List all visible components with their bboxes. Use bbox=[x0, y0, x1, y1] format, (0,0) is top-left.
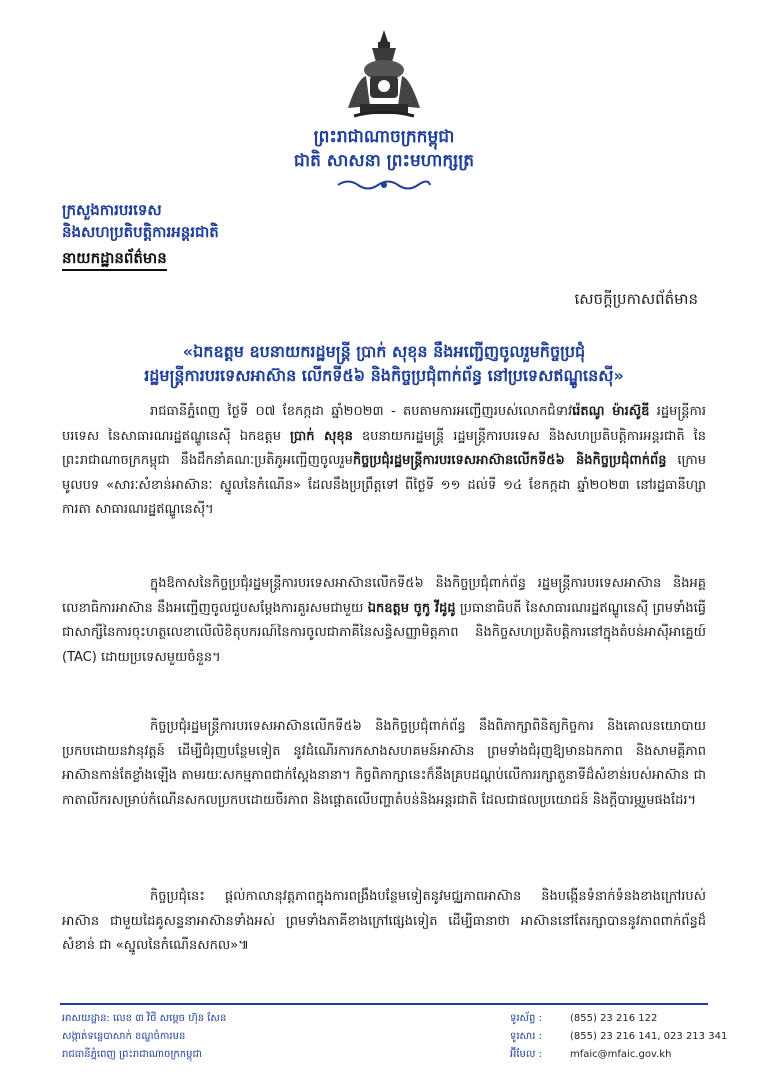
p1-name-marsudi: រ៉េតណូ ម៉ារស៊ូឌី bbox=[572, 404, 650, 419]
phone-label: ទូរស័ព្ទ : bbox=[510, 1013, 542, 1024]
ministry-name-line1: ក្រសួងការបរទេស bbox=[62, 201, 162, 219]
paragraph-4: កិច្ចប្រជុំនេះ ផ្តល់កាលានុវត្តភាពក្នុងការពង្រឹងបន្ថែមទៀតនូវមជ្ឈភាពអាស៊ាន និងបង្កើនទំនាក់ទំនងខាងក្រៅរបស់អាស៊ាន ជាមួយដៃគូសន្ទនាអាស៊ានទាំងអស់ ព្រមទាំងភាគីខាងក្រៅផ្សេងទៀត ដើម្បីធានាថា អាស៊ាននៅតែរក្សាបាននូវភាពពាក់ព័ន្ធដ៏សំខាន់ ជា «ស្នូលនៃកំណើនសកល»៕ bbox=[62, 889, 706, 953]
address-line2: សង្កាត់ទន្លេបាសាក់ ខណ្ឌចំការមន bbox=[62, 1031, 186, 1042]
royal-arms-emblem-icon bbox=[340, 28, 428, 120]
p1-name-sokhonn: ប្រាក់ សុខុន bbox=[290, 428, 353, 444]
ministry-name-line2: និងសហប្រតិបត្តិការអន្តរជាតិ bbox=[62, 223, 219, 241]
p1-text-g: ក្រោមមូលបទ «សារៈសំខាន់អាស៊ានៈ ស្នូលនៃកំណើន» ដែលនឹងប្រព្រឹត្តទៅ ពីថ្ងៃទី ១១ ដល់ទី ១៤ ខែកក្កដា ឆ្នាំ២០២៣ នៅរដ្ឋធានីហ្សាការតា សាធារណរដ្ឋឥណ្ឌូនេស៊ី។ bbox=[62, 453, 706, 517]
press-release-label: សេចក្តីប្រកាសព័ត៌មាន bbox=[574, 290, 698, 308]
paragraph-1 bbox=[62, 400, 706, 523]
email-link[interactable]: mfaic@mfaic.gov.kh bbox=[570, 1049, 672, 1060]
p1-text-c: រដ្ឋមន្ត្រីការបរទេស នៃសាធារណរដ្ឋឥណ្ឌូនេស៊ី ឯកឧត្តម bbox=[62, 404, 707, 444]
phone-number: (855) 23 216 122 bbox=[570, 1013, 658, 1024]
national-motto: ជាតិ សាសនា ព្រះមហាក្សត្រ bbox=[293, 151, 475, 171]
footer-divider bbox=[60, 1003, 708, 1005]
headline-line2: រដ្ឋមន្ត្រីការបរទេសអាស៊ាន លើកទី៥៦ និងកិច្ចប្រជុំពាក់ព័ន្ធ នៅប្រទេសឥណ្ឌូនេស៊ី» bbox=[144, 366, 624, 385]
footer-address bbox=[62, 1010, 226, 1064]
paragraph-2 bbox=[62, 572, 706, 670]
p1-meeting-name: កិច្ចប្រជុំរដ្ឋមន្ត្រីការបរទេសអាស៊ានលើកទី៥៦ និងកិច្ចប្រជុំពាក់ព័ន្ធ bbox=[352, 453, 667, 468]
p1-text-a: រាជធានីភ្នំពេញ ថ្ងៃទី ០៧ ខែកក្កដា ឆ្នាំ២០២៣ - តបតាមការអញ្ជើញរបស់លោកជំទាវ bbox=[150, 404, 573, 419]
address-line3: រាជធានីភ្នំពេញ ព្រះរាជាណាចក្រកម្ពុជា bbox=[62, 1049, 202, 1060]
kingdom-title: ព្រះរាជាណាចក្រកម្ពុជា bbox=[313, 127, 455, 147]
fax-label: ទូរសារ : bbox=[510, 1031, 542, 1042]
p2-text-a: ក្នុងឱកាសនៃកិច្ចប្រជុំរដ្ឋមន្ត្រីការបរទេសអាស៊ានលើកទី៥៦ និងកិច្ចប្រជុំពាក់ព័ន្ធ រដ្ឋមន្ត្រីការបរទេសអាស៊ាន និងអគ្គលេខាធិការអាស៊ាន នឹងអញ្ជើញចូលជួបសម្តែងការគួរសមជាមួយ bbox=[62, 576, 706, 616]
p2-name-widodo: ឯកឧត្តម ចូកូ វីដូដូ bbox=[367, 600, 456, 616]
p1-text-e: ឧបនាយករដ្ឋមន្ត្រី រដ្ឋមន្ត្រីការបរទេស និងសហប្រតិបត្តិការអន្តរជាតិ នៃព្រះរាជាណាចក្រកម្ពុជា នឹងដឹកនាំគណៈប្រតិភូអញ្ជើញចូលរួម bbox=[62, 428, 706, 468]
email-label: អ៊ីមែល : bbox=[510, 1049, 542, 1060]
paragraph-3: កិច្ចប្រជុំរដ្ឋមន្ត្រីការបរទេសអាស៊ានលើកទី៥៦ និងកិច្ចប្រជុំពាក់ព័ន្ធ នឹងពិភាក្សាពិនិត្យកិច្ចការ និងគោលនយោបាយប្រកបដោយនវានុវត្តន៍ ដើម្បីជំរុញបន្ថែមទៀត នូវដំណើរការកសាងសហគមន៍អាស៊ាន ព្រមទាំងជំរុញឱ្យមានឯកភាព និងសាមគ្គីភាពអាស៊ានកាន់តែខ្លាំងឡើង តាមរយៈសកម្មភាពជាក់ស្តែងនានា។ កិច្ចពិភាក្សានេះក៏នឹងគ្របដណ្តប់លើការរក្សាតួនាទីដ៏សំខាន់របស់អាស៊ាន ជាកាតាលីករសម្រាប់កំណើនសកលប្រកបដោយចីរភាព និងផ្តោតលើបញ្ហាតំបន់និងអន្តរជាតិ ដែលជាផលប្រយោជន៍ និងក្តីបារម្ភរួមផងដែរ។ bbox=[62, 719, 706, 808]
p2-text-c: ប្រធានាធិបតី នៃសាធារណរដ្ឋឥណ្ឌូនេស៊ី ព្រមទាំងធ្វើជាសាក្សីនៃការចុះហត្ថលេខាលើលិខិតុបករណ៍នៃការចូលជាភាគីនៃសន្ធិសញ្ញាមិត្តភាព និងកិច្ចសហប្រតិបត្តិការនៅក្នុងតំបន់អាស៊ីអាគ្នេយ៍ (TAC) ដោយប្រទេសមួយចំនួន។ bbox=[62, 600, 706, 665]
tiger-stripe-ornament-icon bbox=[336, 178, 432, 192]
footer-contacts bbox=[510, 1010, 727, 1064]
department-name: នាយកដ្ឋានព័ត៌មាន bbox=[62, 248, 167, 271]
headline-line1: «ឯកឧត្តម ឧបនាយករដ្ឋមន្ត្រី ប្រាក់ សុខុន នឹងអញ្ជើញចូលរួមកិច្ចប្រជុំ bbox=[182, 342, 586, 361]
fax-number: (855) 23 216 141, 023 213 341 bbox=[570, 1031, 728, 1042]
address-line1: អាសយដ្ឋាន: លេខ ៣ វិថី សម្តេច ហ៊ុន សែន bbox=[62, 1013, 227, 1024]
headline bbox=[60, 340, 708, 388]
